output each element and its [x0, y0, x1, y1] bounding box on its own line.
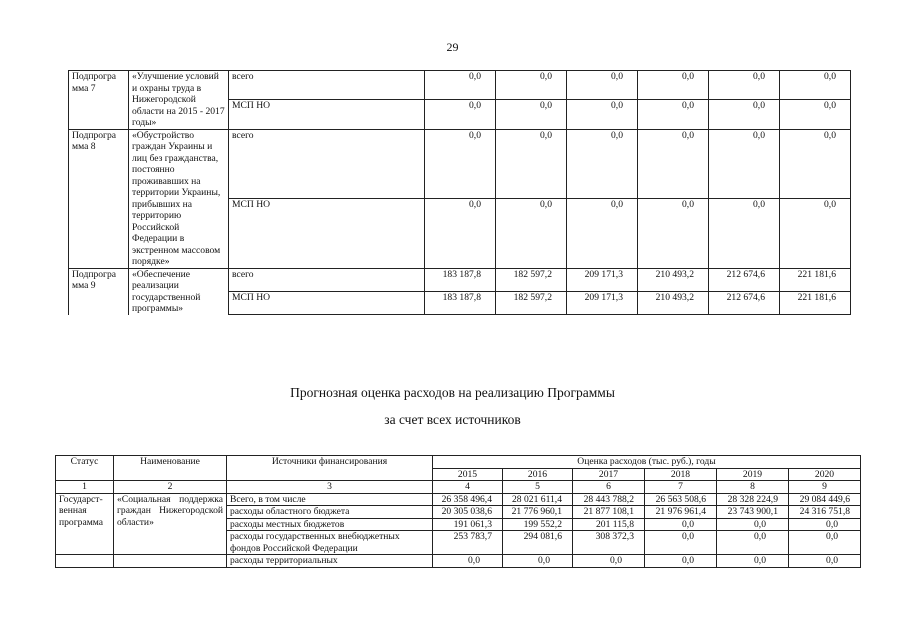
value-cell: 0,0 [709, 100, 780, 129]
empty-cell [114, 555, 227, 568]
value-cell: 0,0 [709, 71, 780, 100]
value-cell: 0,0 [496, 199, 567, 269]
subprogram-status: Подпрогра мма 9 [69, 268, 129, 315]
column-number: 9 [789, 481, 861, 494]
value-cell: 294 081,6 [503, 531, 573, 555]
value-cell: 221 181,6 [780, 268, 851, 291]
table-row [69, 129, 851, 199]
funding-source: всего [229, 71, 425, 100]
header-status: Статус [56, 456, 114, 481]
value-cell: 308 372,3 [573, 531, 645, 555]
funding-source: расходы территориальных [227, 555, 433, 568]
funding-source: Всего, в том числе [227, 493, 433, 506]
column-number: 2 [114, 481, 227, 494]
value-cell: 21 776 960,1 [503, 506, 573, 519]
value-cell: 0,0 [638, 71, 709, 100]
page-number: 29 [446, 40, 459, 54]
program-name: «Социальная поддержка граждан Нижегородской области» [114, 493, 227, 555]
funding-source: МСП НО [229, 291, 425, 314]
value-cell: 28 021 611,4 [503, 493, 573, 506]
column-number: 5 [503, 481, 573, 494]
subprogram-status: Подпрогра мма 8 [69, 129, 129, 268]
value-cell: 183 187,8 [425, 268, 496, 291]
value-cell: 24 316 751,8 [789, 506, 861, 519]
funding-source: всего [229, 268, 425, 291]
value-cell: 182 597,2 [496, 291, 567, 314]
column-number: 7 [645, 481, 717, 494]
value-cell: 0,0 [709, 129, 780, 199]
header-sources: Источники финансирования [227, 456, 433, 481]
subprograms-table [68, 70, 851, 315]
forecast-table [55, 455, 861, 568]
value-cell: 209 171,3 [567, 291, 638, 314]
value-cell: 0,0 [503, 555, 573, 568]
value-cell: 21 976 961,4 [645, 506, 717, 519]
value-cell: 210 493,2 [638, 268, 709, 291]
header-year: 2017 [573, 468, 645, 481]
value-cell: 212 674,6 [709, 291, 780, 314]
value-cell: 26 358 496,4 [433, 493, 503, 506]
subprogram-name: «Улучшение условий и охраны труда в Нижегородской области на 2015 - 2017 годы» [129, 71, 229, 130]
value-cell: 0,0 [645, 555, 717, 568]
value-cell: 0,0 [780, 100, 851, 129]
value-cell: 0,0 [638, 129, 709, 199]
value-cell: 183 187,8 [425, 291, 496, 314]
value-cell: 0,0 [567, 129, 638, 199]
header-year: 2015 [433, 468, 503, 481]
header-name: Наименование [114, 456, 227, 481]
value-cell: 182 597,2 [496, 268, 567, 291]
value-cell: 0,0 [789, 518, 861, 531]
value-cell: 0,0 [645, 531, 717, 555]
value-cell: 0,0 [717, 555, 789, 568]
value-cell: 221 181,6 [780, 291, 851, 314]
value-cell: 201 115,8 [573, 518, 645, 531]
value-cell: 0,0 [780, 199, 851, 269]
header-estimate: Оценка расходов (тыс. руб.), годы [433, 456, 861, 469]
value-cell: 212 674,6 [709, 268, 780, 291]
value-cell: 0,0 [496, 129, 567, 199]
column-number: 1 [56, 481, 114, 494]
value-cell: 0,0 [425, 199, 496, 269]
value-cell: 0,0 [789, 531, 861, 555]
empty-cell [56, 555, 114, 568]
value-cell: 0,0 [496, 100, 567, 129]
column-number: 3 [227, 481, 433, 494]
value-cell: 0,0 [638, 100, 709, 129]
value-cell: 0,0 [780, 71, 851, 100]
value-cell: 0,0 [567, 100, 638, 129]
funding-source: МСП НО [229, 199, 425, 269]
subprogram-name: «Обеспечение реализации государственной программы» [129, 268, 229, 315]
value-cell: 0,0 [789, 555, 861, 568]
column-number: 8 [717, 481, 789, 494]
value-cell: 28 328 224,9 [717, 493, 789, 506]
value-cell: 23 743 900,1 [717, 506, 789, 519]
value-cell: 0,0 [425, 129, 496, 199]
header-year: 2016 [503, 468, 573, 481]
value-cell: 253 783,7 [433, 531, 503, 555]
funding-source: МСП НО [229, 100, 425, 129]
funding-source: расходы местных бюджетов [227, 518, 433, 531]
funding-source: расходы областного бюджета [227, 506, 433, 519]
value-cell: 0,0 [425, 71, 496, 100]
value-cell: 0,0 [717, 531, 789, 555]
subprogram-status: Подпрогра мма 7 [69, 71, 129, 130]
funding-source: расходы государственных внебюджетных фондов Российской Федерации [227, 531, 433, 555]
table-row [56, 555, 861, 568]
value-cell: 0,0 [496, 71, 567, 100]
column-number: 6 [573, 481, 645, 494]
value-cell: 0,0 [425, 100, 496, 129]
value-cell: 0,0 [573, 555, 645, 568]
header-year: 2019 [717, 468, 789, 481]
value-cell: 0,0 [567, 199, 638, 269]
section-subtitle: за счет всех источников [384, 412, 521, 427]
value-cell: 191 061,3 [433, 518, 503, 531]
value-cell: 0,0 [567, 71, 638, 100]
value-cell: 28 443 788,2 [573, 493, 645, 506]
column-number: 4 [433, 481, 503, 494]
table-row [56, 493, 861, 506]
value-cell: 26 563 508,6 [645, 493, 717, 506]
program-status: Государст-венная программа [56, 493, 114, 555]
table-row [69, 268, 851, 291]
value-cell: 21 877 108,1 [573, 506, 645, 519]
value-cell: 20 305 038,6 [433, 506, 503, 519]
value-cell: 209 171,3 [567, 268, 638, 291]
subprogram-name: «Обустройство граждан Украины и лиц без гражданства, постоянно проживавших на территории Украины, прибывших на территорию Российской Федерации в экстренном массовом порядке» [129, 129, 229, 268]
value-cell: 0,0 [709, 199, 780, 269]
section-title: Прогнозная оценка расходов на реализацию Программы [290, 385, 615, 400]
value-cell: 199 552,2 [503, 518, 573, 531]
header-year: 2020 [789, 468, 861, 481]
value-cell: 0,0 [433, 555, 503, 568]
value-cell: 0,0 [638, 199, 709, 269]
value-cell: 0,0 [645, 518, 717, 531]
value-cell: 0,0 [780, 129, 851, 199]
value-cell: 210 493,2 [638, 291, 709, 314]
value-cell: 29 084 449,6 [789, 493, 861, 506]
value-cell: 0,0 [717, 518, 789, 531]
funding-source: всего [229, 129, 425, 199]
table-row [69, 71, 851, 100]
header-year: 2018 [645, 468, 717, 481]
